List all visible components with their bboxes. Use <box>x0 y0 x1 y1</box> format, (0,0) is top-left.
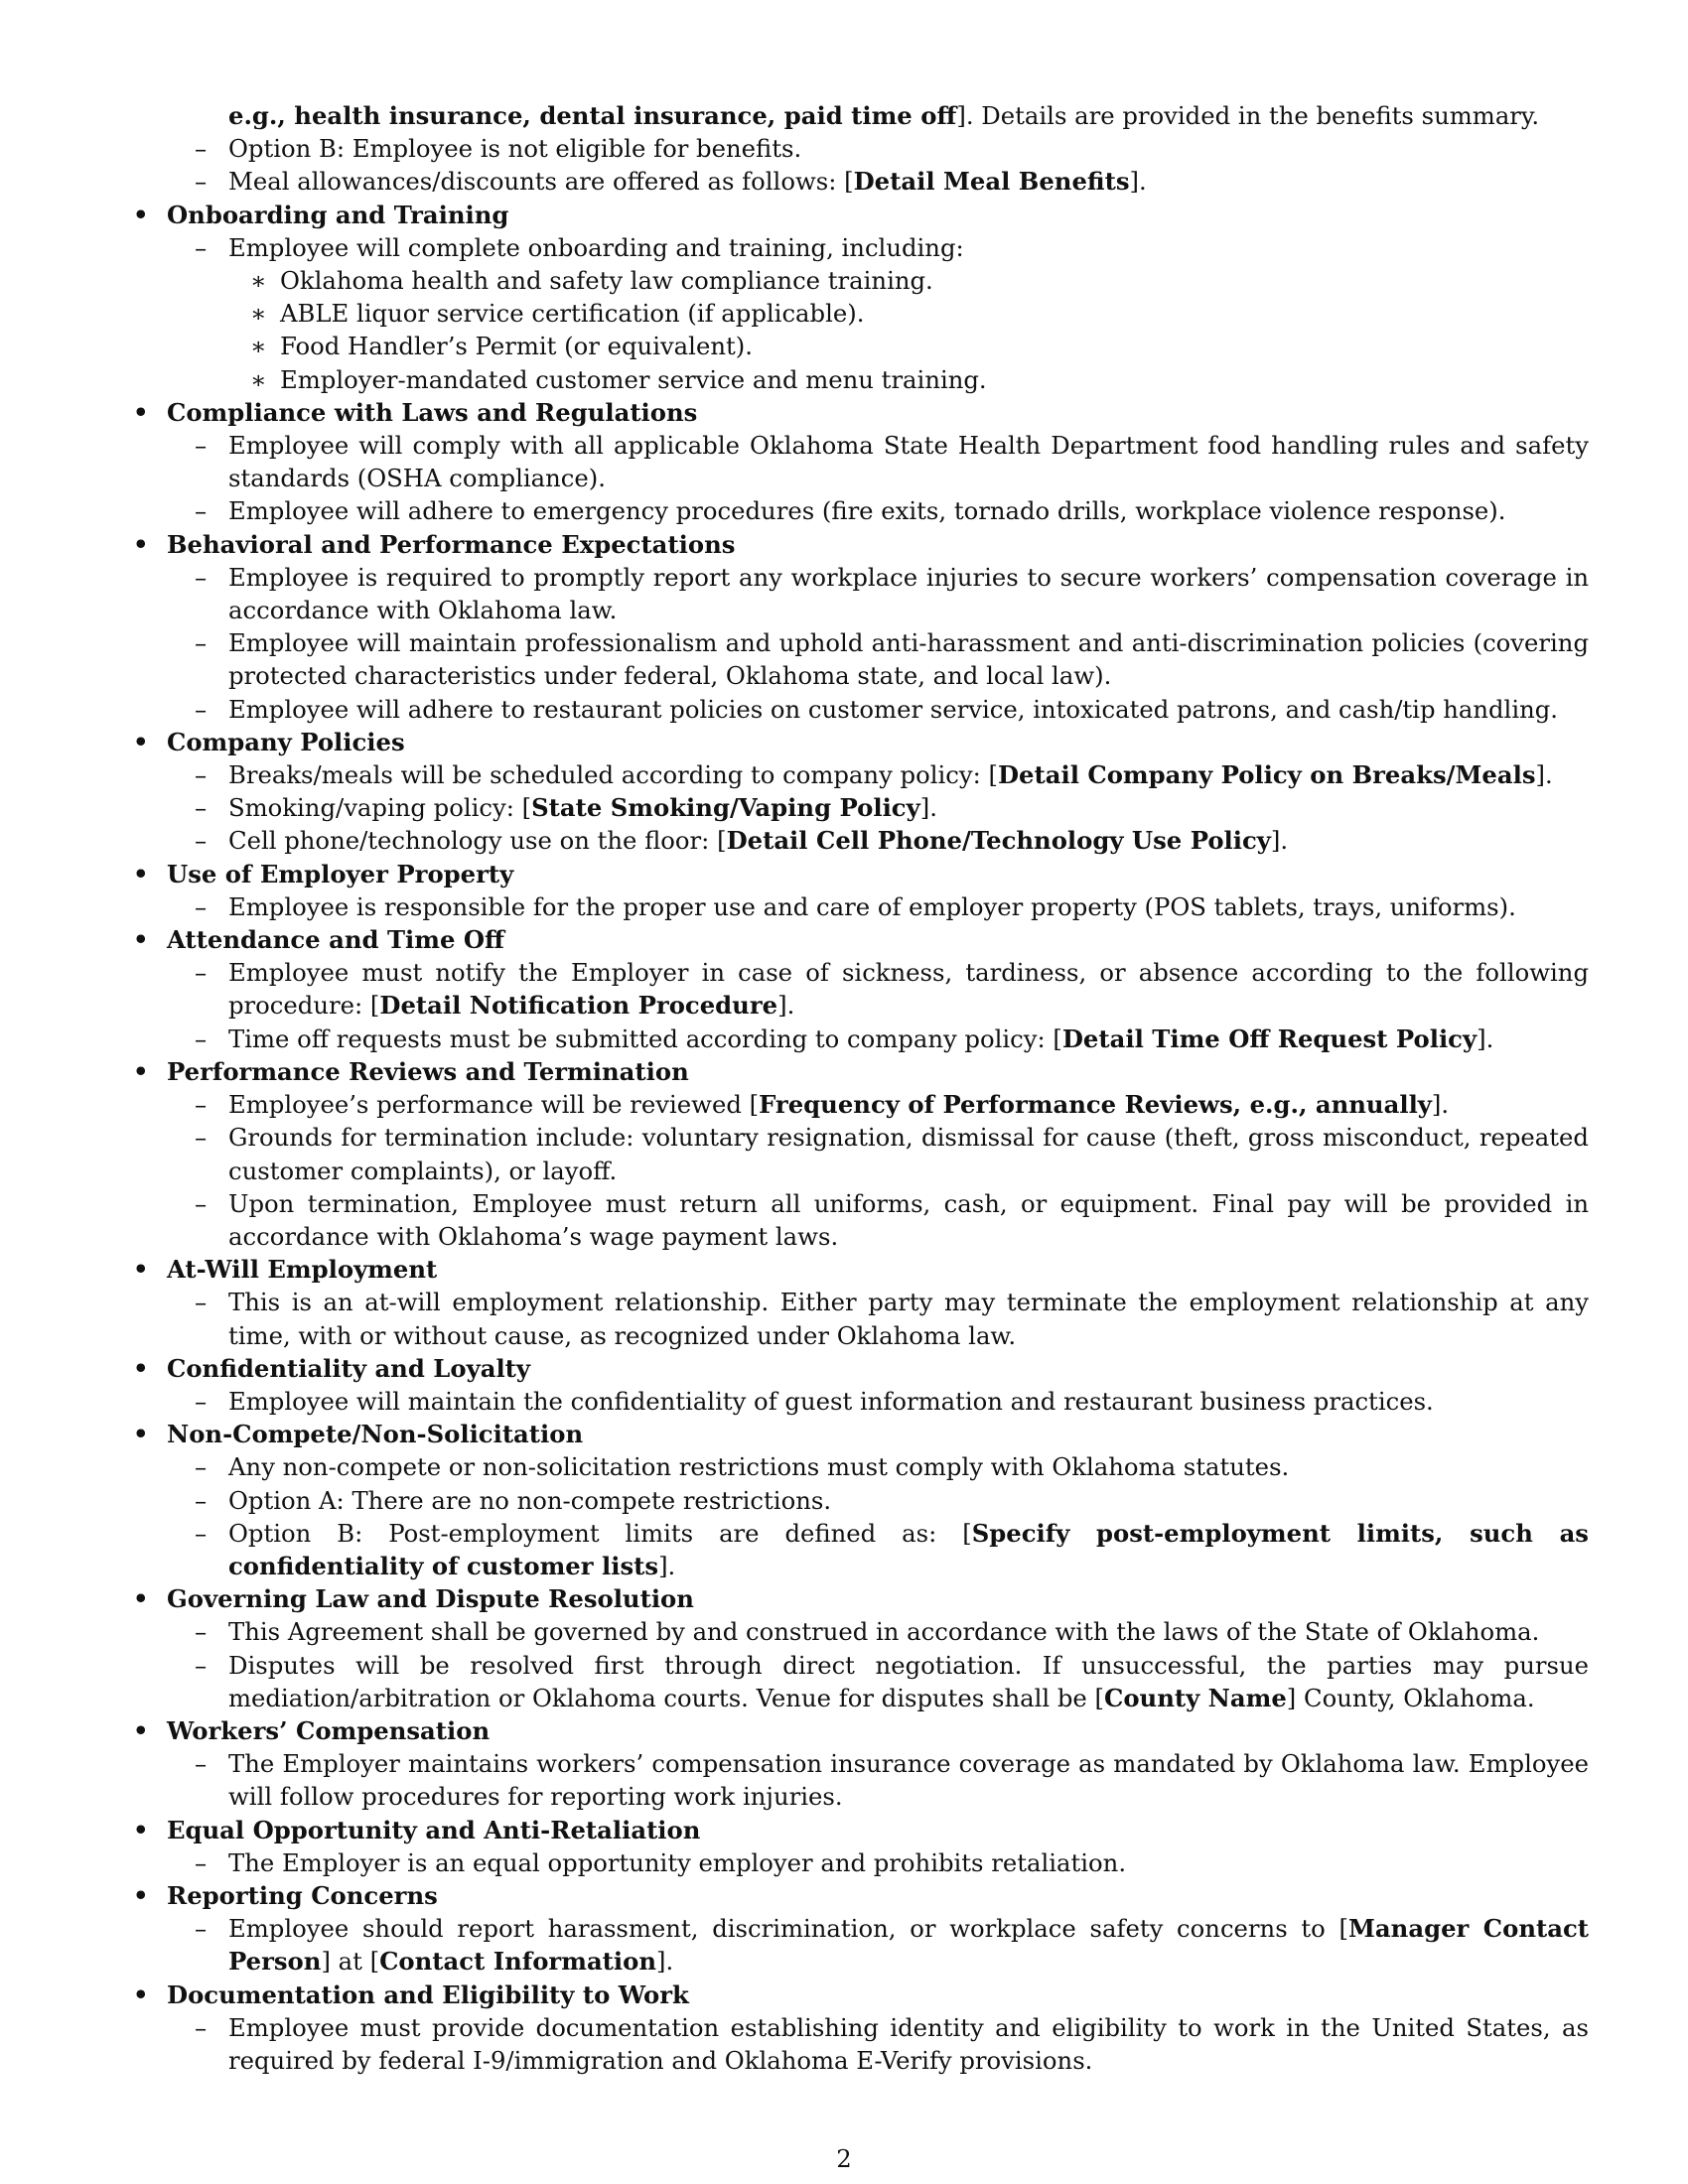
list-item: – Grounds for termination include: voluntary resignation, dismissal for cause (theft, gross misconduct, repeated customer complaints), or layoff. <box>195 1123 1589 1185</box>
bullet-icon <box>133 1814 149 1846</box>
list-item: – Smoking/vaping policy: [State Smoking/Vaping Policy]. <box>195 793 937 823</box>
bullet-icon <box>133 726 149 758</box>
list-item: – Cell phone/technology use on the floor: [Detail Cell Phone/Technology Use Policy]. <box>195 826 1289 856</box>
list-item: – Time off requests must be submitted according to company policy: [Detail Time Off Request Policy]. <box>195 1024 1494 1053</box>
list-item: – Employee is responsible for the proper use and care of employer property (POS tablets, trays, uniforms). <box>195 891 1516 921</box>
bullet-icon <box>133 1879 149 1912</box>
list-item: – Employee should report harassment, discrimination, or workplace safety concerns to [Manager Contact Person] at [Contact Information]. <box>195 1914 1589 1977</box>
sub-list-item: ∗ Employer-mandated customer service and menu training. <box>250 364 987 394</box>
bullet-icon <box>133 528 149 561</box>
list-item: – Meal allowances/discounts are offered as follows: [Detail Meal Benefits]. <box>195 167 1147 197</box>
list-item: – This is an at-will employment relationship. Either party may terminate the employment relationship at any time, with or without cause, as recognized under Oklahoma law. <box>195 1288 1589 1350</box>
bullet-icon <box>133 1253 149 1286</box>
sub-list-item: ∗ ABLE liquor service certification (if applicable). <box>250 299 865 329</box>
list-item: – Employee will adhere to restaurant policies on customer service, intoxicated patrons, and cash/tip handling. <box>195 694 1559 724</box>
list-item: – Employee will complete onboarding and training, including: <box>195 232 964 262</box>
list-item: – Employee is required to promptly report any workplace injuries to secure workers’ compensation coverage in accordance with Oklahoma law. <box>195 562 1589 625</box>
section-heading: • Non-Compete/Non-Solicitation <box>133 1418 1589 1450</box>
section-heading: • Equal Opportunity and Anti-Retaliation <box>133 1814 1589 1846</box>
list-item: – Upon termination, Employee must return all uniforms, cash, or equipment. Final pay will be provided in accordance with Oklahoma’s wage payment laws. <box>195 1188 1589 1251</box>
section-heading: • Company Policies <box>133 726 1589 758</box>
bullet-icon <box>133 1352 149 1385</box>
list-item: – Employee must provide documentation establishing identity and eligibility to work in the United States, as required by federal I-9/immigration and Oklahoma E-Verify provisions. <box>195 2012 1589 2075</box>
list-item: – This Agreement shall be governed by and construed in accordance with the laws of the State of Oklahoma. <box>195 1617 1540 1647</box>
list-item: – Employee must notify the Employer in case of sickness, tardiness, or absence according to the following procedure: [Detail Notification Procedure]. <box>195 958 1589 1021</box>
section-heading: • Workers’ Compensation <box>133 1714 1589 1747</box>
bullet-icon <box>133 396 149 429</box>
section-heading: • Governing Law and Dispute Resolution <box>133 1582 1589 1615</box>
benefits-continuation: e.g., health insurance, dental insurance, paid time off]. Details are provided in the benefits summary. <box>228 101 1540 130</box>
section-heading: • Behavioral and Performance Expectations <box>133 528 1589 561</box>
bullet-icon <box>133 1582 149 1615</box>
bullet-icon <box>133 923 149 956</box>
section-heading: • Reporting Concerns <box>133 1879 1589 1912</box>
list-item: – Employee will maintain the confidentiality of guest information and restaurant business practices. <box>195 1386 1434 1416</box>
bullet-icon <box>133 199 149 231</box>
section-heading: • Confidentiality and Loyalty <box>133 1352 1589 1385</box>
list-item: – Employee will comply with all applicable Oklahoma State Health Department food handling rules and safety standards (OSHA compliance). <box>195 431 1589 493</box>
sub-list-item: ∗ Oklahoma health and safety law compliance training. <box>250 266 933 296</box>
section-heading: • Onboarding and Training <box>133 199 1589 231</box>
list-item: – Employee will maintain professionalism and uphold anti-harassment and anti-discrimination policies (covering protected characteristics under federal, Oklahoma state, and local law). <box>195 628 1589 691</box>
bullet-icon <box>133 1714 149 1747</box>
bullet-icon <box>133 1979 149 2011</box>
section-heading: • Compliance with Laws and Regulations <box>133 396 1589 429</box>
list-item: – Option B: Employee is not eligible for benefits. <box>195 134 802 164</box>
section-heading: • At-Will Employment <box>133 1253 1589 1286</box>
bullet-icon <box>133 1418 149 1450</box>
sub-list-item: ∗ Food Handler’s Permit (or equivalent). <box>250 332 753 361</box>
list-item: – Option B: Post-employment limits are defined as: [Specify post-employment limits, such as confidentiality of customer lists]. <box>195 1518 1589 1580</box>
list-item: – Any non-compete or non-solicitation restrictions must comply with Oklahoma statutes. <box>195 1452 1290 1482</box>
document-body <box>133 99 1589 2077</box>
list-item: – Disputes will be resolved first through direct negotiation. If unsuccessful, the parties may pursue mediation/arbitration or Oklahoma courts. Venue for disputes shall be [County Name] County, Oklahoma. <box>195 1650 1589 1712</box>
section-heading: • Documentation and Eligibility to Work <box>133 1979 1589 2011</box>
page-number: 2 <box>836 2144 852 2173</box>
list-item: – Employee will adhere to emergency procedures (fire exits, tornado drills, workplace violence response). <box>195 496 1506 526</box>
section-heading: • Attendance and Time Off <box>133 923 1589 956</box>
list-item: – The Employer is an equal opportunity employer and prohibits retaliation. <box>195 1847 1127 1877</box>
list-item: – The Employer maintains workers’ compensation insurance coverage as mandated by Oklahoma law. Employee will follow procedures for reporting work injuries. <box>195 1749 1589 1812</box>
bullet-icon <box>133 858 149 890</box>
list-item: – Option A: There are no non-compete restrictions. <box>195 1485 832 1515</box>
section-heading: • Performance Reviews and Termination <box>133 1055 1589 1088</box>
bullet-icon <box>133 1055 149 1088</box>
list-item: – Employee’s performance will be reviewed [Frequency of Performance Reviews, e.g., annually]. <box>195 1090 1450 1120</box>
list-item: – Breaks/meals will be scheduled according to company policy: [Detail Company Policy on Breaks/Meals]. <box>195 760 1553 790</box>
section-heading: • Use of Employer Property <box>133 858 1589 890</box>
